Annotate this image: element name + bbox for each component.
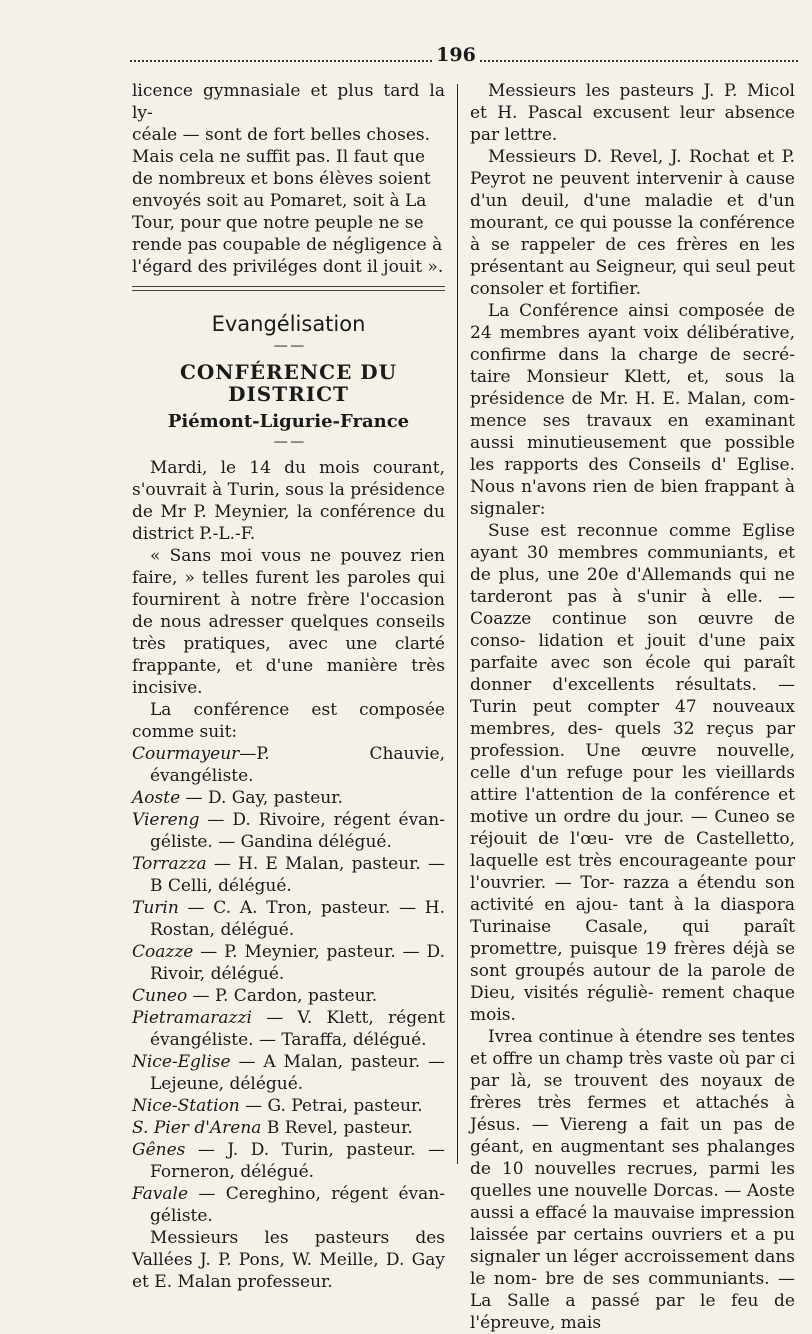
text-line: les rapports des Conseils d' Eglise. bbox=[470, 455, 795, 475]
text-line: Messieurs les pasteurs des Vallées bbox=[132, 1228, 445, 1270]
place-name: Nice-Station bbox=[132, 1096, 240, 1116]
intro-paragraph bbox=[132, 80, 445, 278]
member-text: — Cereghino, régent évan-géliste. bbox=[150, 1184, 445, 1226]
text-line: céale — sont de fort belles choses. bbox=[132, 125, 431, 145]
page-number: 196 bbox=[436, 44, 476, 66]
text-line: et offre un champ très vaste où par bbox=[470, 1049, 781, 1069]
text-line: rement chaque mois. bbox=[470, 983, 795, 1025]
page-header bbox=[130, 44, 798, 72]
member-text: — G. Petrai, pasteur. bbox=[239, 1096, 423, 1116]
text-line: « Sans moi vous ne pouvez rien bbox=[150, 546, 445, 566]
text-line: et H. Pascal excusent leur absence bbox=[470, 103, 795, 123]
text-line: par lettre. bbox=[470, 125, 558, 145]
text-line: bre de ses communiants. — La Salle bbox=[470, 1269, 796, 1311]
paragraph bbox=[132, 699, 445, 743]
member-text: — C. A. Tron, pasteur. — H. Rostan, délégué. bbox=[150, 898, 445, 940]
text-line: fournirent à notre frère l'occasion de bbox=[132, 590, 445, 632]
text-line: l'égard des priviléges dont il jouit ». bbox=[132, 257, 444, 277]
text-line: lidation et jouit d'une paix parfaite bbox=[470, 631, 795, 673]
text-line: a passé par le feu de l'épreuve, mais bbox=[470, 1291, 795, 1333]
text-line: La conférence est composée comme bbox=[132, 700, 445, 742]
member-text: — V. Klett, régent évangéliste. — Taraffa, délégué. bbox=[150, 1008, 445, 1050]
text-line: Tour, pour que notre peuple ne se bbox=[132, 213, 424, 233]
member-list bbox=[132, 743, 445, 1227]
text-line: une nouvelle Dorcas. — Aoste aussi bbox=[470, 1181, 795, 1223]
text-line: taire Monsieur Klett, et, sous la bbox=[470, 367, 795, 387]
text-line: avec son école qui paraît donner bbox=[470, 653, 795, 695]
place-name: Turin bbox=[132, 898, 179, 918]
text-line: frères très fermes et attachés à Jésus. bbox=[470, 1093, 795, 1135]
member-entry bbox=[132, 787, 445, 809]
text-line: Mardi, le 14 du mois courant, bbox=[150, 458, 445, 478]
text-line: Suse est reconnue comme Eglise bbox=[488, 521, 795, 541]
text-line: d'un deuil, d'une maladie et d'un bbox=[470, 191, 795, 211]
text-line: district P.-L.-F. bbox=[132, 524, 256, 544]
member-entry bbox=[132, 743, 445, 787]
text-line: ci par là, se trouvent des noyaux de bbox=[470, 1049, 795, 1091]
section-divider bbox=[132, 286, 445, 291]
member-entry bbox=[132, 985, 445, 1007]
text-line: par certains ouvriers et a pu signaler bbox=[470, 1225, 796, 1267]
place-name: Viereng bbox=[132, 810, 200, 830]
place-name: Courmayeur bbox=[132, 744, 240, 764]
paragraph bbox=[470, 80, 795, 146]
text-line: Messieurs les pasteurs J. P. Micol bbox=[488, 81, 795, 101]
place-name: Pietramarazzi bbox=[132, 1008, 252, 1028]
text-line: ne tarderont pas à s'unir à elle. — bbox=[470, 565, 795, 607]
text-line: J. P. Pons, W. Meille, D. Gay et E. bbox=[132, 1250, 445, 1292]
text-line: Malan professeur. bbox=[177, 1272, 333, 1292]
paragraph bbox=[470, 146, 795, 300]
text-line: La Conférence ainsi composée de bbox=[488, 301, 795, 321]
text-line: Messieurs D. Revel, J. Rochat et P. bbox=[488, 147, 795, 167]
text-line: encourageante pour l'ouvrier. — Tor- bbox=[470, 851, 795, 893]
paragraph bbox=[132, 545, 445, 699]
paragraph bbox=[470, 1026, 795, 1334]
member-entry bbox=[132, 1051, 445, 1095]
text-line: Coazze continue son œuvre de conso- bbox=[470, 609, 795, 651]
text-line: nouvelles recrues, parmi les quelles bbox=[470, 1159, 795, 1201]
text-line: à se rappeler de ces frères en les bbox=[470, 235, 795, 255]
text-line: 24 membres ayant voix délibérative, bbox=[470, 323, 795, 343]
section-title: Evangélisation bbox=[211, 312, 366, 336]
text-line: tant à la diaspora Turinaise Casale, bbox=[470, 895, 795, 937]
text-line: et d'une manière très incisive. bbox=[132, 656, 445, 698]
text-line: mence ses travaux en examinant bbox=[470, 411, 795, 431]
text-line: s'ouvrait à Turin, sous la présidence bbox=[132, 480, 445, 500]
column-divider bbox=[457, 84, 458, 1164]
text-line: un léger accroissement dans le nom- bbox=[470, 1247, 796, 1289]
text-line: confirme dans la charge de secré- bbox=[470, 345, 795, 365]
member-text: — P. Meynier, pasteur. — D. Rivoir, délégué. bbox=[150, 942, 445, 984]
paragraph bbox=[132, 457, 445, 545]
member-text: — D. Rivoire, régent évan-géliste. — Gandina délégué. bbox=[150, 810, 445, 852]
text-line: de plus, une 20e d'Allemands qui bbox=[470, 565, 774, 585]
text-line: razza a étendu son activité en ajou- bbox=[470, 873, 796, 915]
text-line: pratiques, avec une clarté frappante, bbox=[132, 634, 445, 676]
text-line: à signaler: bbox=[470, 477, 795, 519]
text-line: présidence de Mr. H. E. Malan, com- bbox=[470, 389, 795, 409]
header-rule-left bbox=[130, 60, 432, 62]
text-line: licence gymnasiale et plus tard la ly- bbox=[132, 81, 445, 123]
paragraph bbox=[132, 1227, 445, 1293]
text-line: a effacé la mauvaise impression laissée bbox=[470, 1203, 796, 1245]
text-line: aussi minutieusement que possible bbox=[470, 433, 795, 453]
text-line: qui paraît promettre, puisque 19 bbox=[470, 917, 795, 959]
member-text: — J. D. Turin, pasteur. — Forneron, délégué. bbox=[150, 1140, 445, 1182]
text-line: d'excellents résultats. — Turin peut bbox=[470, 675, 795, 717]
text-line: envoyés soit au Pomaret, soit à La bbox=[132, 191, 427, 211]
text-line: quels 32 reçus par profession. Une bbox=[470, 719, 796, 761]
member-entry bbox=[132, 941, 445, 985]
text-line: vre de Castelletto, laquelle est très bbox=[470, 829, 795, 871]
place-name: Coazze bbox=[132, 942, 194, 962]
text-line: de Mr P. Meynier, la conférence du bbox=[132, 502, 445, 522]
text-line: mourant, ce qui pousse la conférence bbox=[470, 213, 795, 233]
member-entry bbox=[132, 1183, 445, 1227]
paragraph bbox=[470, 520, 795, 1026]
member-text: — D. Gay, pasteur. bbox=[180, 788, 343, 808]
place-name: Cuneo bbox=[132, 986, 188, 1006]
member-text: — P. Cardon, pasteur. bbox=[187, 986, 378, 1006]
member-entry bbox=[132, 809, 445, 853]
conference-title: CONFÉRENCE DU DISTRICT bbox=[179, 360, 398, 406]
text-line: compter 47 nouveaux membres, des- bbox=[470, 697, 795, 739]
place-name: Nice-Eglise bbox=[132, 1052, 231, 1072]
text-line: de la parole de Dieu, visités réguliè- bbox=[470, 961, 795, 1003]
text-line: nous adresser quelques conseils très bbox=[132, 612, 445, 654]
text-line: de nombreux et bons élèves soient bbox=[132, 169, 431, 189]
left-column bbox=[132, 80, 445, 1293]
right-column bbox=[470, 80, 795, 1334]
text-line: Mais cela ne suffit pas. Il faut que bbox=[132, 147, 426, 167]
text-line: consoler et fortifier. bbox=[470, 279, 641, 299]
text-line: frères déjà se sont groupés autour bbox=[470, 939, 796, 981]
member-entry bbox=[132, 897, 445, 941]
place-name: Gênes bbox=[132, 1140, 186, 1160]
text-line: en augmentant ses phalanges de 10 bbox=[470, 1137, 795, 1179]
text-line: faire, » telles furent les paroles qui bbox=[132, 568, 445, 588]
member-text: — H. E Malan, pasteur. — B Celli, délégué. bbox=[150, 854, 445, 896]
text-line: œuvre nouvelle, celle d'un refuge bbox=[470, 741, 795, 783]
member-entry bbox=[132, 1139, 445, 1183]
place-name: Aoste bbox=[132, 788, 181, 808]
place-name: Torrazza bbox=[132, 854, 207, 874]
member-entry bbox=[132, 1095, 445, 1117]
place-name: S. Pier d'Arena bbox=[132, 1118, 262, 1138]
text-line: Ivrea continue à étendre ses tentes bbox=[488, 1027, 795, 1047]
text-line: du jour. — Cuneo se réjouit de l'œu- bbox=[470, 807, 795, 849]
text-line: — Viereng a fait un pas de géant, bbox=[470, 1115, 795, 1157]
header-rule-right bbox=[480, 60, 798, 62]
text-line: ayant 30 membres communiants, et bbox=[470, 543, 795, 563]
text-line: de la conférence et motive un ordre bbox=[470, 785, 795, 827]
subtitle-dash: — — bbox=[273, 434, 304, 450]
paragraph bbox=[470, 300, 795, 520]
member-text: —P. Chauvie, évangéliste. bbox=[150, 744, 445, 786]
member-entry bbox=[132, 853, 445, 897]
member-entry bbox=[132, 1007, 445, 1051]
member-entry bbox=[132, 1117, 445, 1139]
place-name: Favale bbox=[132, 1184, 189, 1204]
text-line: Peyrot ne peuvent intervenir à cause bbox=[470, 169, 795, 189]
member-text: B Revel, pasteur. bbox=[261, 1118, 413, 1138]
text-line: présentant au Seigneur, qui seul peut bbox=[470, 257, 795, 277]
text-line: rende pas coupable de négligence à bbox=[132, 235, 443, 255]
member-text: — A Malan, pasteur. — Lejeune, délégué. bbox=[150, 1052, 445, 1094]
text-line: pour les vieillards attire l'attention bbox=[470, 763, 795, 805]
text-line: suit: bbox=[199, 722, 238, 742]
text-line: Nous n'avons rien de bien frappant bbox=[470, 477, 785, 497]
title-dash: — — bbox=[273, 338, 304, 354]
conference-subtitle: Piémont-Ligurie-France bbox=[167, 411, 410, 432]
